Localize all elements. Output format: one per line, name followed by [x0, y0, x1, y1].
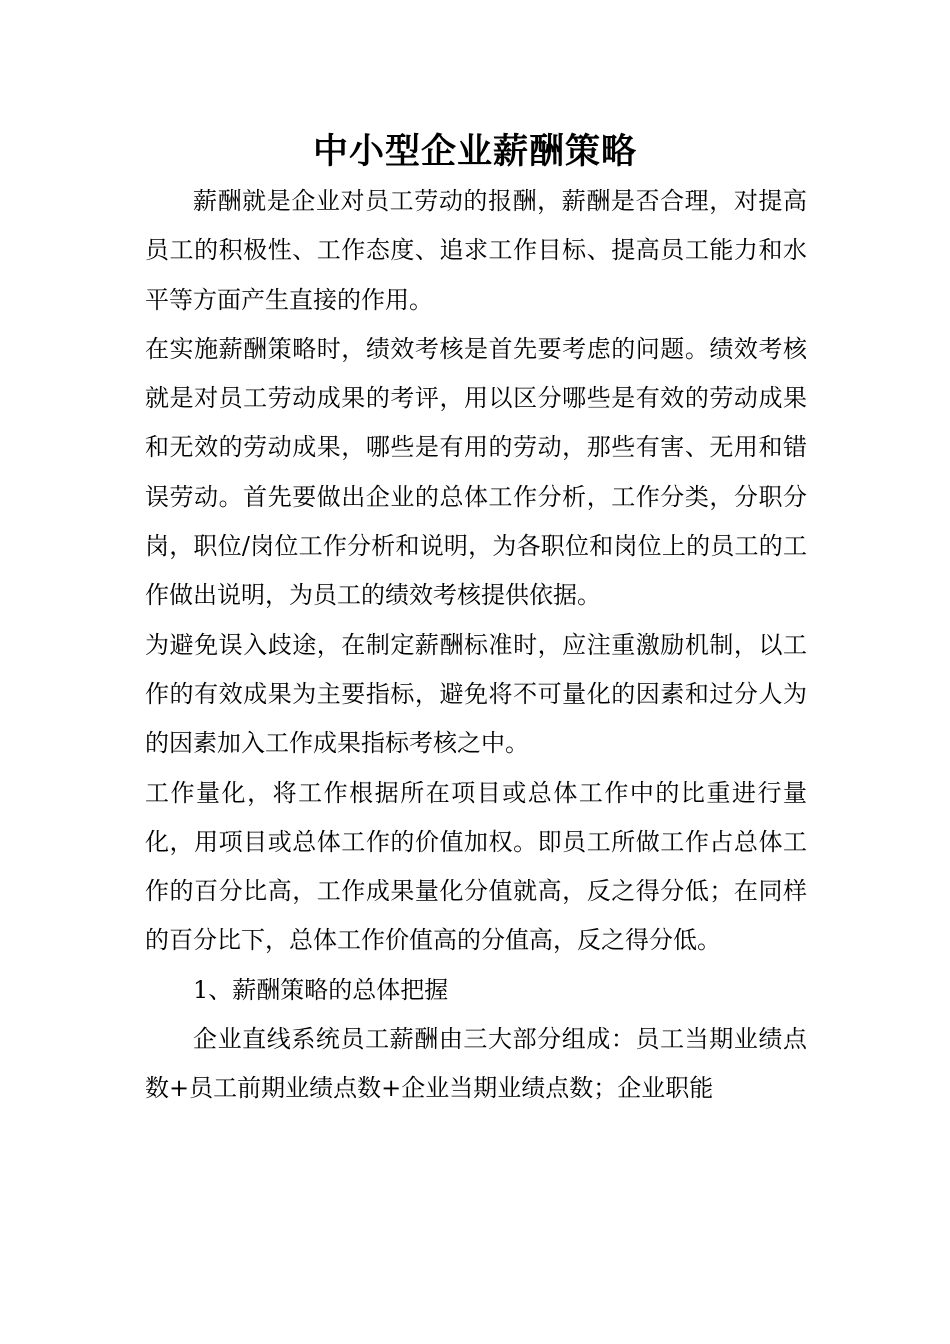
- paragraph-performance-appraisal: 在实施薪酬策略时，绩效考核是首先要考虑的问题。绩效考核就是对员工劳动成果的考评，用以区分哪些是有效的劳动成果和无效的劳动成果，哪些是有用的劳动，那些有害、无用和错误劳动。首先要做出企业的总体工作分析，工作分类，分职分岗，职位/岗位工作分析和说明，为各职位和岗位上的员工的工作做出说明，为员工的绩效考核提供依据。: [145, 334, 807, 610]
- paragraph-intro: 薪酬就是企业对员工劳动的报酬，薪酬是否合理，对提高员工的积极性、工作态度、追求工作目标、提高员工能力和水平等方面产生直接的作用。: [145, 187, 807, 314]
- section-heading-overall-strategy: 1、薪酬策略的总体把握: [193, 975, 449, 1004]
- document-title: 中小型企业薪酬策略: [312, 132, 637, 172]
- paragraph-work-quantification: 工作量化，将工作根据所在项目或总体工作中的比重进行量化，用项目或总体工作的价值加权。即员工所做工作占总体工作的百分比高，工作成果量化分值就高，反之得分低；在同样的百分比下，总体工作价值高的分值高，反之得分低。: [145, 778, 807, 955]
- paragraph-incentive-mechanism: 为避免误入歧途，在制定薪酬标准时，应注重激励机制，以工作的有效成果为主要指标，避免将不可量化的因素和过分人为的因素加入工作成果指标考核之中。: [145, 630, 807, 758]
- document-body: [145, 177, 807, 1114]
- paragraph-salary-composition: 企业直线系统员工薪酬由三大部分组成：员工当期业绩点数+员工前期业绩点数+企业当期业绩点数；企业职能: [145, 1025, 807, 1103]
